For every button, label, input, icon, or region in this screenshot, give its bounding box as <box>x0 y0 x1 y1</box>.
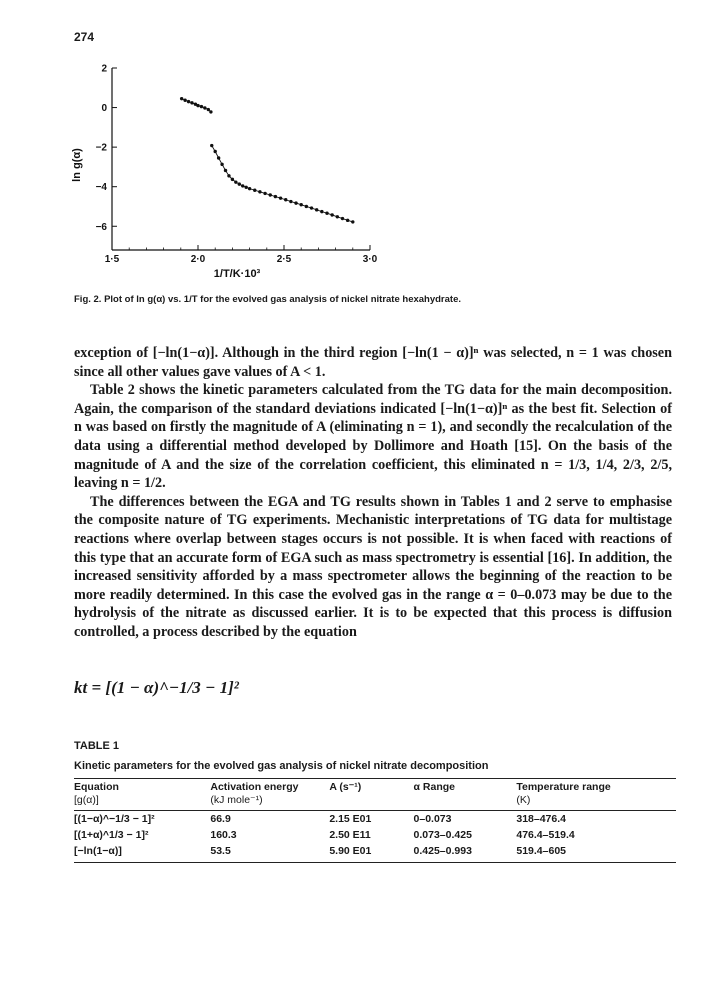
series-1 <box>180 97 213 114</box>
header-equation: Equation [g(α)] <box>74 779 210 811</box>
header-temperature-range: Temperature range (K) <box>516 779 676 811</box>
header-alpha-range: α Range <box>414 779 517 811</box>
table-row <box>74 811 676 828</box>
table-row <box>74 827 676 843</box>
cell-alpha-range: 0.073–0.425 <box>413 829 472 841</box>
table-header-row <box>74 779 676 811</box>
ln-g-alpha-plot <box>0 0 720 290</box>
x-tick-label: 1·5 <box>104 254 120 265</box>
y-tick-label: −4 <box>95 182 107 194</box>
data-segment <box>215 151 218 158</box>
body-text <box>74 344 672 642</box>
y-tick-label: −2 <box>95 142 107 154</box>
header-a: A (s⁻¹) <box>329 779 413 811</box>
x-tick-label: 2·5 <box>276 254 292 265</box>
data-segment <box>229 176 232 180</box>
cell-a: 2.15 E01 <box>329 813 372 825</box>
cell-equation: [(1+α)^1/3 − 1]² <box>74 829 149 841</box>
kinetic-parameters-table <box>74 778 676 863</box>
cell-equation: [(1−α)^−1/3 − 1]² <box>74 813 155 825</box>
page-number: 274 <box>74 30 95 44</box>
paragraph-3: The differences between the EGA and TG results shown in Tables 1 and 2 serve to emphasise the composite nature of TG experiments. Mechanistic interpretations of TG data for multistage reactions where overlap between stages occurs is not possible. It is when faced with reactions of this type that an accurate form of EGA such as mass spectrometry is essential [16]. In addition, the increased sensitivity afforded by a mass spectrometer allows the beginning of the reaction to be more readily determined. In this case the evolved gas in the range α = 0–0.073 may be due to the hydrolysis of the nitrate as discussed earlier. It is to be expected that this process is diffusion controlled, a process described by the equation <box>74 493 672 640</box>
table-caption: Kinetic parameters for the evolved gas analysis of nickel nitrate decomposition <box>74 760 489 772</box>
figure-caption: Fig. 2. Plot of ln g(α) vs. 1/T for the evolved gas analysis of nickel nitrate hexahydrate. <box>74 294 461 305</box>
x-tick-label: 3·0 <box>362 254 378 265</box>
table-row <box>74 843 676 863</box>
cell-activation-energy: 53.5 <box>210 843 329 863</box>
y-tick-label: −6 <box>95 221 107 233</box>
y-axis-label: ln g(α) <box>71 148 83 182</box>
cell-a: 2.50 E11 <box>329 829 371 841</box>
plot-ticks <box>96 64 378 266</box>
cell-temperature-range: 476.4–519.4 <box>516 829 575 841</box>
series-2 <box>210 144 354 224</box>
cell-temperature-range: 318–476.4 <box>516 813 566 825</box>
y-tick-label: 2 <box>101 63 107 75</box>
x-axis-label: 1/T/K·10³ <box>213 268 261 280</box>
data-segment <box>226 170 229 175</box>
header-activation-energy: Activation energy (kJ mole⁻¹) <box>210 779 329 811</box>
data-segment <box>219 158 222 164</box>
cell-temperature-range: 519.4–605 <box>516 843 676 863</box>
cell-activation-energy: 66.9 <box>210 813 231 825</box>
cell-alpha-range: 0.425–0.993 <box>414 843 517 863</box>
plot-axes <box>71 68 370 280</box>
y-tick-label: 0 <box>101 103 107 115</box>
table-label: TABLE 1 <box>74 740 120 752</box>
plot-points <box>180 97 355 224</box>
data-segment <box>212 146 215 152</box>
data-segment <box>222 164 225 170</box>
paragraph-1: exception of [−ln(1−α)]. Although in the third region [−ln(1 − α)]ⁿ was selected, n = 1 was chosen since all other values gave values of A < 1. <box>74 345 672 380</box>
diffusion-equation: kt = [(1 − α)^−1/3 − 1]² <box>74 678 239 697</box>
x-tick-label: 2·0 <box>190 254 206 265</box>
cell-activation-energy: 160.3 <box>210 829 237 841</box>
cell-a: 5.90 E01 <box>329 843 413 863</box>
paragraph-2: Table 2 shows the kinetic parameters calculated from the TG data for the main decomposition. Again, the comparison of the standard deviations indicated [−ln(1−α)]ⁿ as the best fit. Selection of n was based on firstly the magnitude of A (eliminating n = 1), and secondly the recalculation of the data using a differential method developed by Dollimore and Hoath [15]. On the basis of the magnitude of A and the size of the correlation coefficient, this eliminated n = 1/3, 1/4, 2/3, 2/5, leaving n = 1/2. <box>74 382 672 492</box>
cell-equation: [−ln(1−α)] <box>74 843 210 863</box>
cell-alpha-range: 0–0.073 <box>413 813 452 825</box>
